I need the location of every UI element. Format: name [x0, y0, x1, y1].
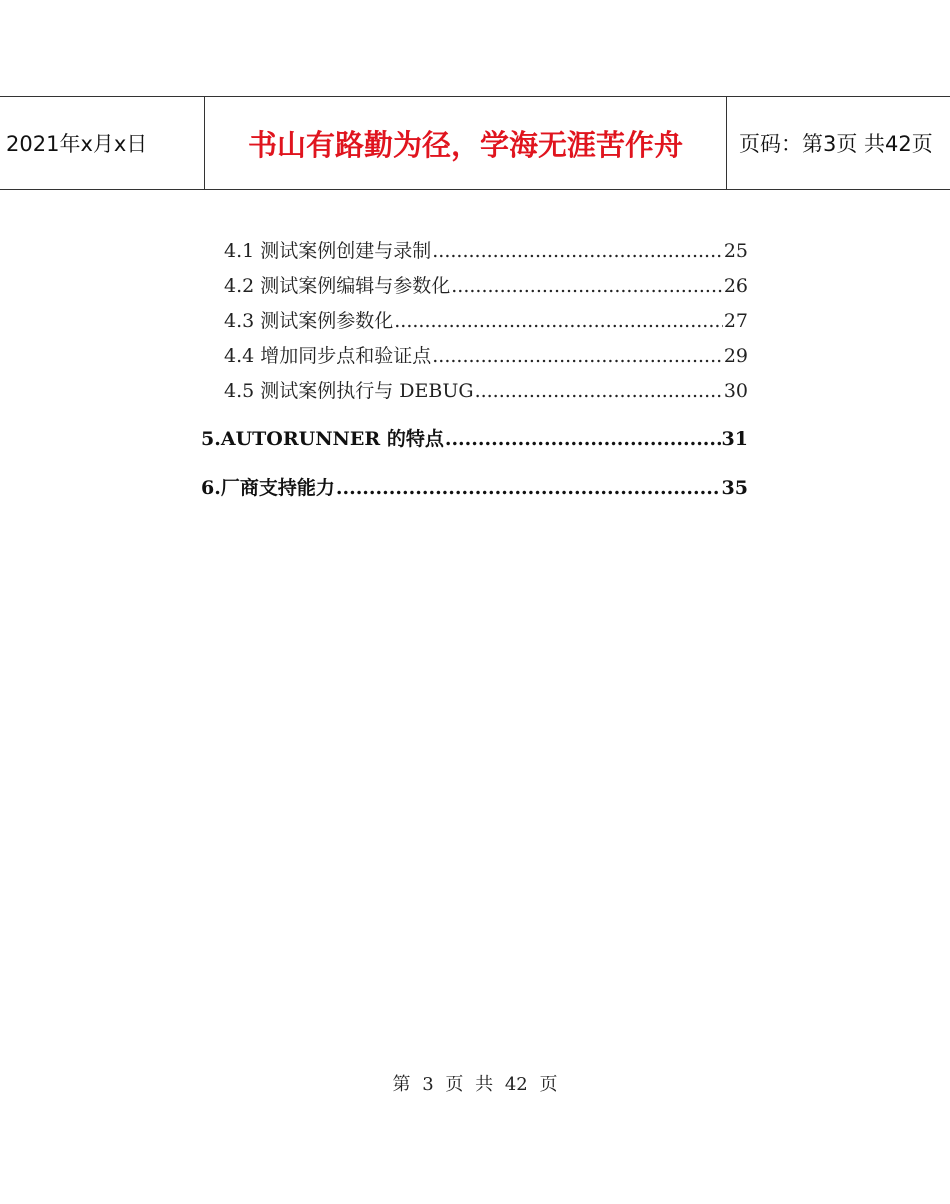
toc-dot-leader — [336, 477, 721, 499]
toc-entry-label: 4.4 增加同步点和验证点 — [224, 345, 432, 367]
toc-entry-4-3[interactable] — [224, 306, 748, 333]
toc-entry-page: 29 — [723, 345, 748, 367]
toc-entry-4-4[interactable] — [224, 341, 748, 368]
toc-entry-label: 4.2 测试案例编辑与参数化 — [224, 275, 451, 297]
toc-entry-label: 4.3 测试案例参数化 — [224, 310, 394, 332]
page-header — [0, 96, 950, 190]
header-page-info: 页码：第3页 共42页 — [739, 132, 933, 156]
toc-entry-label: 4.5 测试案例执行与 DEBUG — [224, 380, 474, 402]
toc-entry-label: 4.1 测试案例创建与录制 — [224, 240, 432, 262]
toc-entry-4-2[interactable] — [224, 271, 748, 298]
toc-entry-4-5[interactable] — [224, 376, 748, 403]
toc-dot-leader — [432, 345, 723, 367]
toc-entry-5[interactable] — [201, 424, 748, 451]
toc-dot-leader — [475, 380, 723, 402]
toc-entry-6[interactable] — [201, 473, 748, 500]
toc-entry-label: 6.厂商支持能力 — [201, 477, 335, 499]
toc-entry-page: 27 — [723, 310, 748, 332]
toc-entry-label: 5.AUTORUNNER 的特点 — [201, 428, 444, 450]
toc-dot-leader — [445, 428, 721, 450]
toc-dot-leader — [394, 310, 723, 332]
toc-entry-page: 30 — [723, 380, 748, 402]
toc-entry-4-1[interactable] — [224, 236, 748, 263]
toc-entry-page: 25 — [723, 240, 748, 262]
toc-dot-leader — [432, 240, 723, 262]
toc-entry-page: 31 — [721, 428, 748, 450]
toc-dot-leader — [451, 275, 723, 297]
page-footer: 第 3 页 共 42 页 — [392, 1074, 558, 1095]
toc-entry-page: 26 — [723, 275, 748, 297]
header-motto: 书山有路勤为径，学海无涯苦作舟 — [204, 97, 727, 189]
header-date: 2021年x月x日 — [6, 132, 148, 156]
toc-entry-page: 35 — [721, 477, 748, 499]
